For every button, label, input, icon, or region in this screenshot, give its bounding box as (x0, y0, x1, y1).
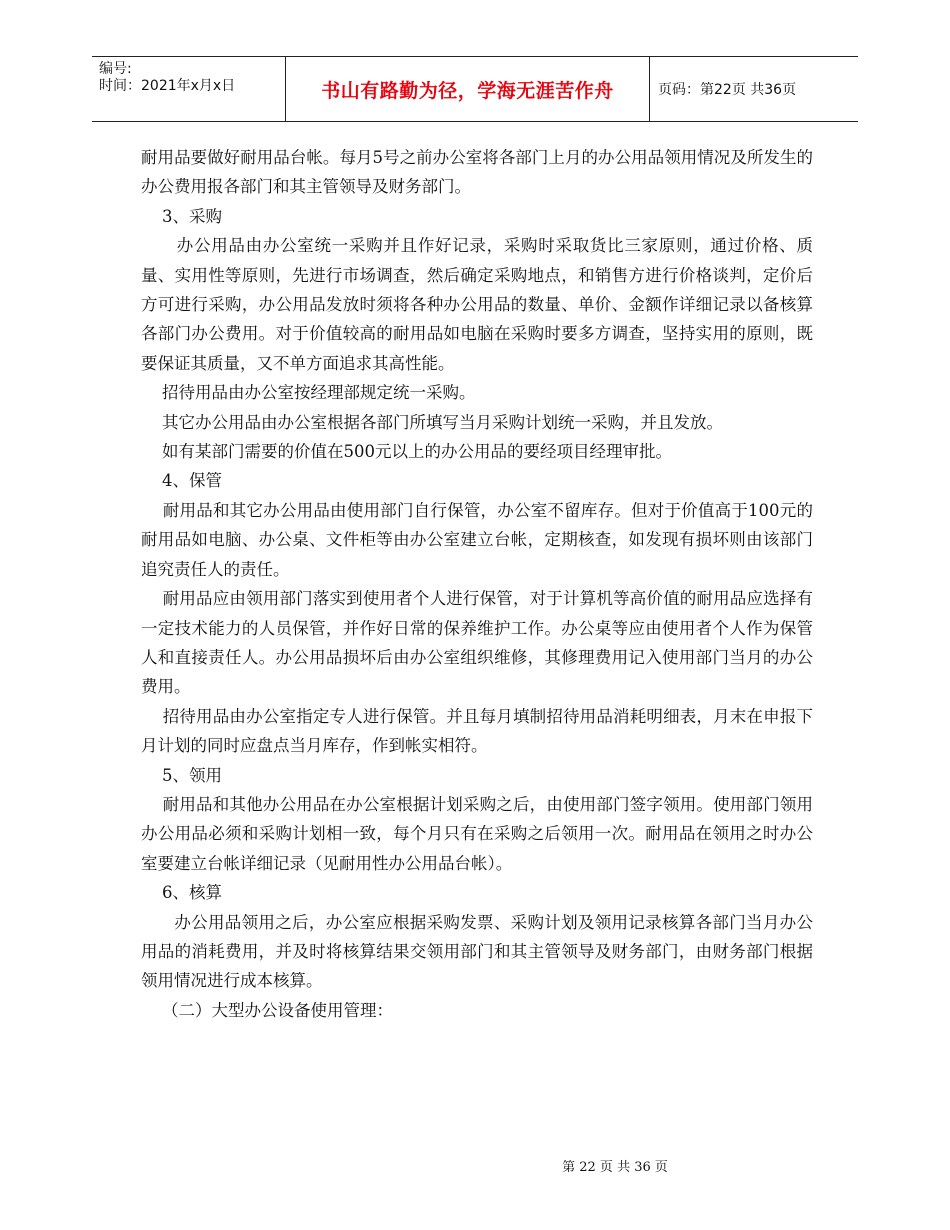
paragraph: 办公用品领用之后，办公室应根据采购发票、采购计划及领用记录核算各部门当月办公用品的消耗费用，并及时将核算结果交领用部门和其主管领导及财务部门，由财务部门根据领用情况进行成本核算。 (141, 912, 813, 991)
paragraph: 耐用品和其它办公用品由使用部门自行保管，办公室不留库存。但对于价值高于100元的耐用品如电脑、办公桌、文件柜等由办公室建立台帐，定期核查，如发现有损坏则由该部门追究责任人的责任。 (141, 500, 813, 579)
paragraph: 如有某部门需要的价值在500元以上的办公用品的要经项目经理审批。 (141, 442, 672, 462)
section-heading: 3、采购 (141, 206, 222, 226)
document-number-label: 编号: (99, 61, 132, 77)
document-body (141, 143, 813, 1025)
section-heading: 5、领用 (141, 765, 222, 785)
page-header (92, 56, 858, 122)
header-meta (92, 57, 285, 121)
paragraph: 招待用品由办公室指定专人进行保管。并且每月填制招待用品消耗明细表，月末在申报下月计划的同时应盘点当月库存，作到帐实相符。 (141, 706, 814, 756)
paragraph: 耐用品应由领用部门落实到使用者个人进行保管，对于计算机等高价值的耐用品应选择有一定技术能力的人员保管，并作好日常的保养维护工作。办公桌等应由使用者个人作为保管人和直接责任人。办公用品损坏后由办公室组织维修，其修理费用记入使用部门当月的办公费用。 (141, 589, 814, 697)
section-heading: （二）大型办公设备使用管理： (141, 1000, 393, 1020)
section-heading: 6、核算 (141, 883, 222, 903)
paragraph: 耐用品和其他办公用品在办公室根据计划采购之后，由使用部门签字领用。使用部门领用办公用品必须和采购计划相一致，每个月只有在采购之后领用一次。耐用品在领用之时办公室要建立台帐详细记录（见耐用性办公用品台帐）。 (141, 794, 814, 873)
paragraph: 招待用品由办公室按经理部规定统一采购。 (141, 383, 476, 403)
page-footer (0, 1156, 950, 1175)
paragraph: 办公用品由办公室统一采购并且作好记录，采购时采取货比三家原则，通过价格、质量、实用性等原则，先进行市场调查，然后确定采购地点，和销售方进行价格谈判，定价后方可进行采购，办公用品发放时须将各种办公用品的数量、单价、金额作详细记录以备核算各部门办公费用。对于价值较高的耐用品如电脑在采购时要多方调查，坚持实用的原则，既要保证其质量，又不单方面追求其高性能。 (141, 236, 813, 373)
footer-page-number: 第 22 页 共 36 页 (562, 1160, 668, 1175)
section-heading: 4、保管 (141, 471, 222, 491)
header-motto: 书山有路勤为径，学海无涯苦作舟 (285, 57, 650, 121)
header-page-info: 页码：第22页 共36页 (658, 82, 797, 98)
paragraph: 耐用品要做好耐用品台帐。每月5号之前办公室将各部门上月的办公用品领用情况及所发生的办公费用报各部门和其主管领导及财务部门。 (141, 148, 813, 197)
document-time-label: 时间：2021年x月x日 (99, 78, 236, 94)
paragraph: 其它办公用品由办公室根据各部门所填写当月采购计划统一采购，并且发放。 (141, 412, 723, 432)
